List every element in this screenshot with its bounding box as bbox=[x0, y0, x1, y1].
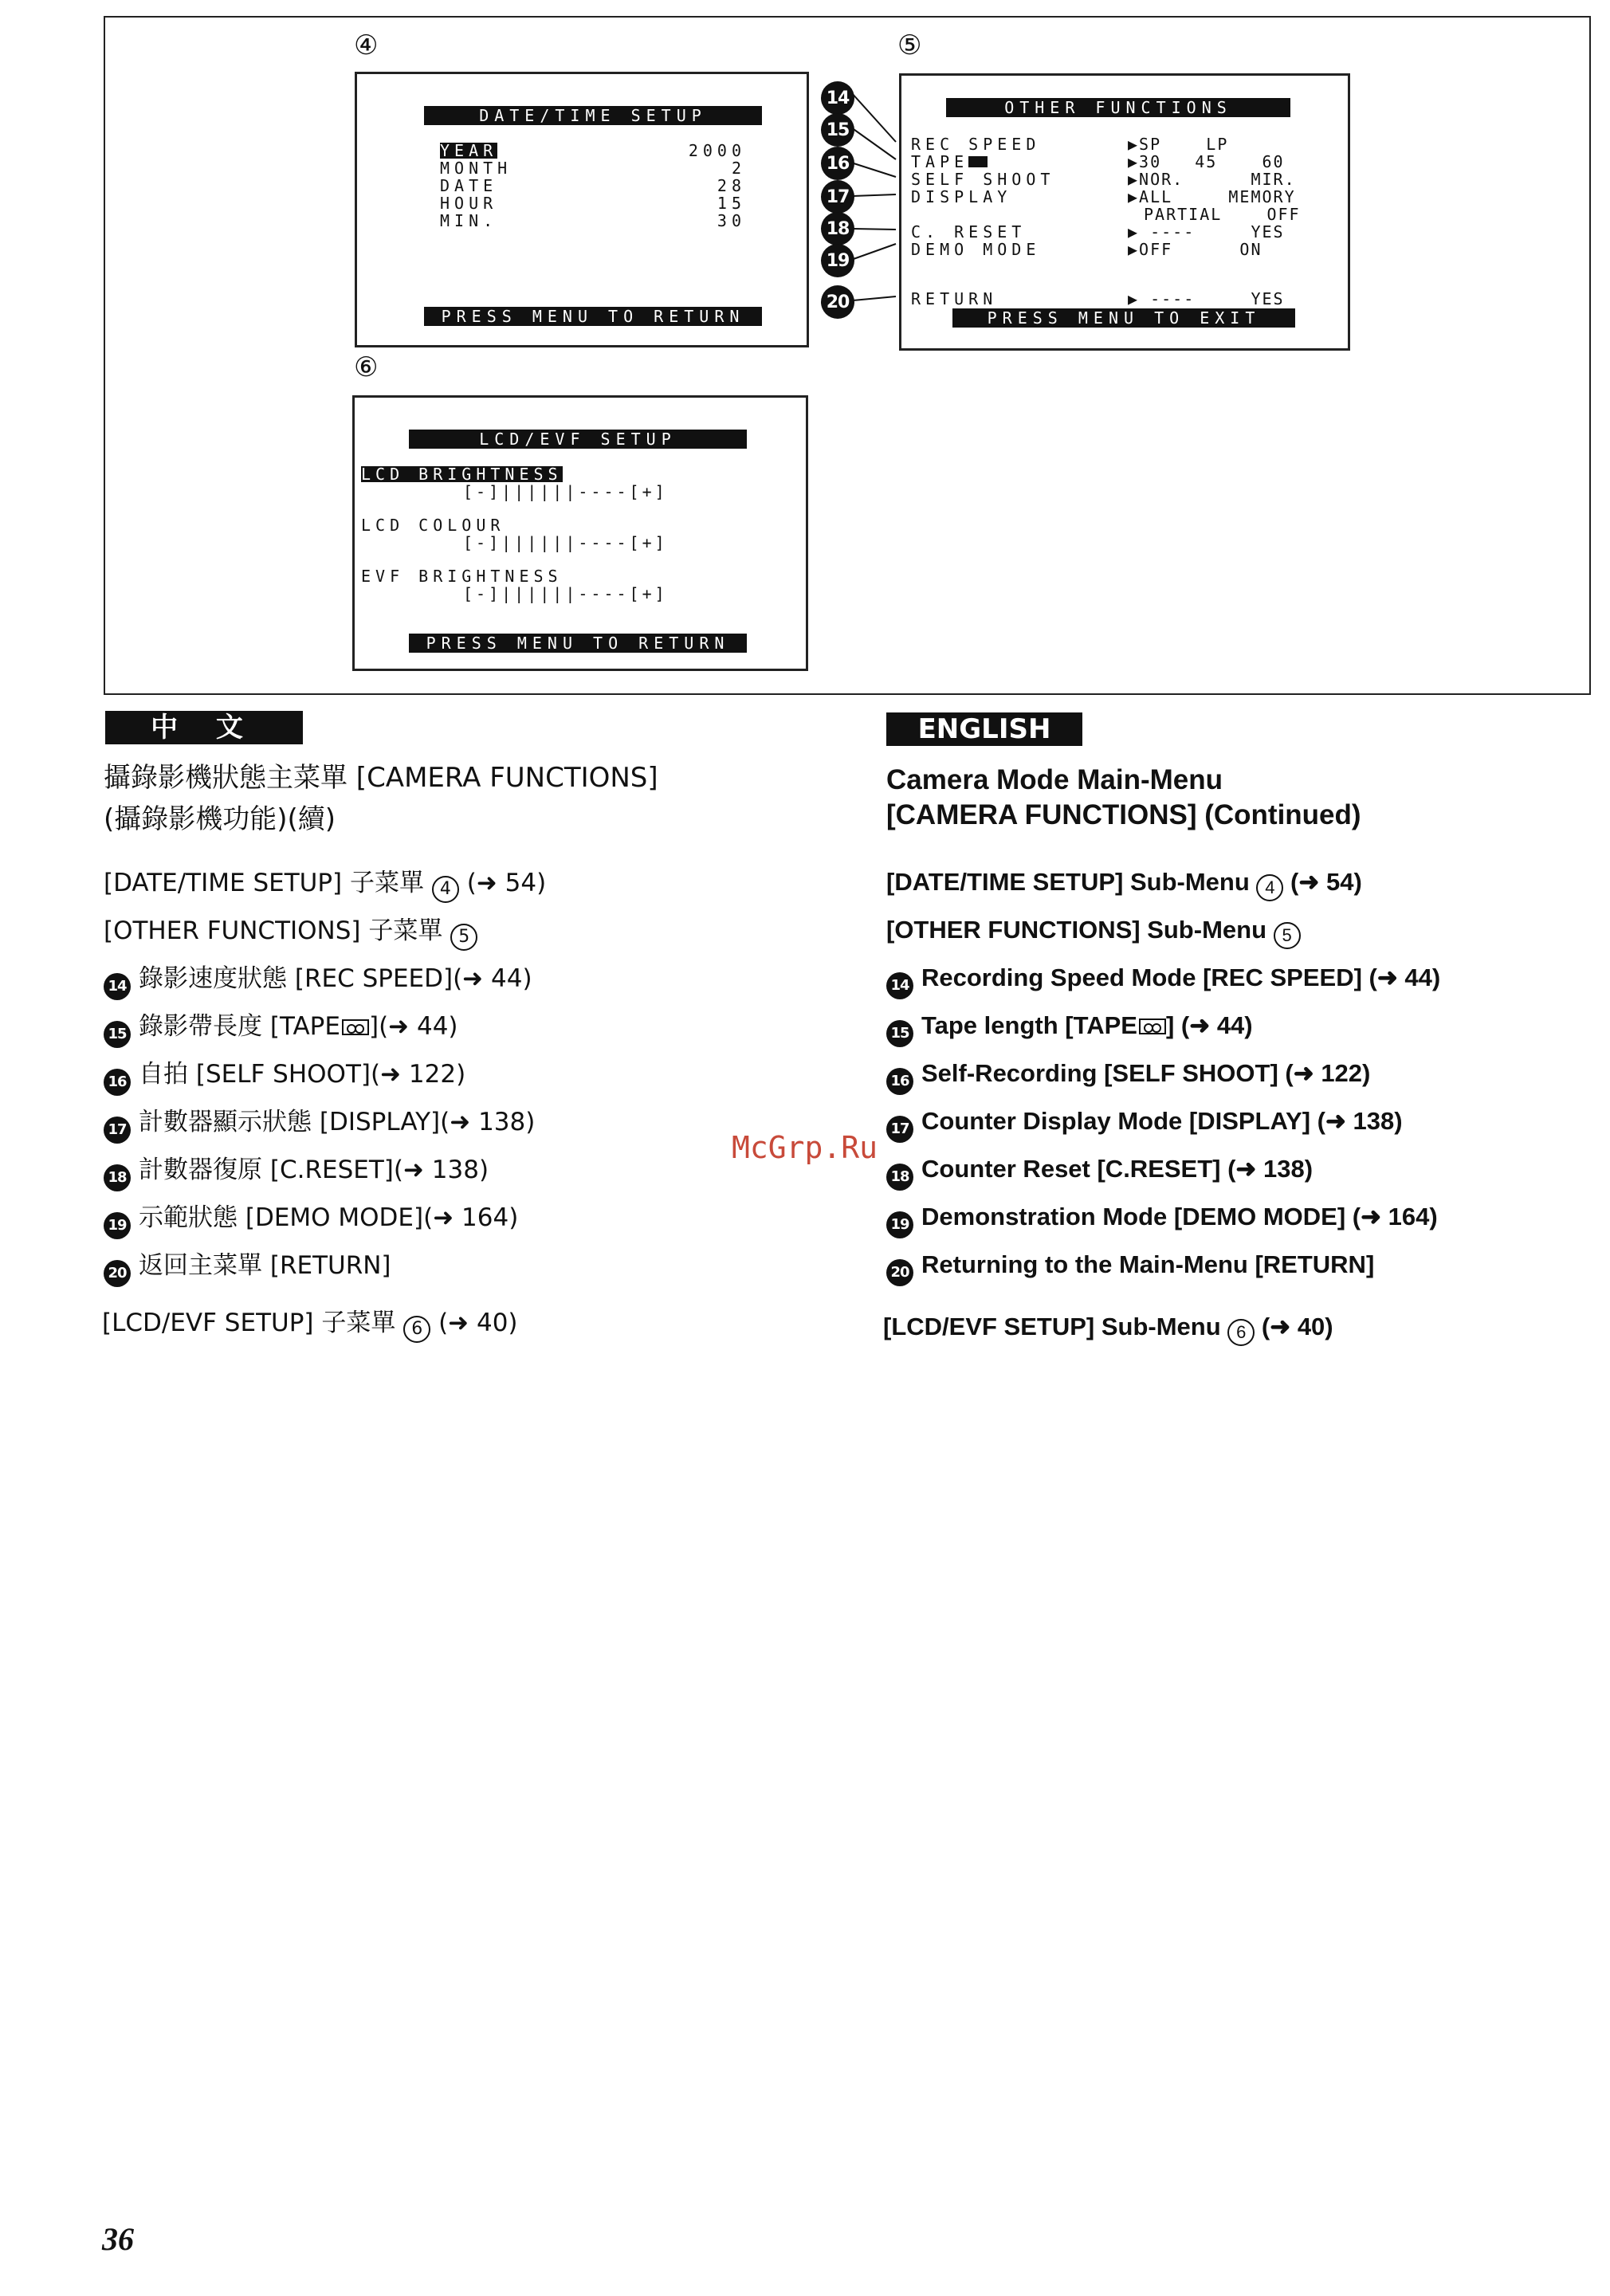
circled-number: 4 bbox=[1256, 874, 1283, 901]
english-tag: ENGLISH bbox=[886, 712, 1082, 746]
menu-row-value: ▶SP LP bbox=[1128, 135, 1229, 154]
tape-icon bbox=[968, 156, 988, 167]
item-text: Counter Display Mode [DISPLAY] (➜ 138) bbox=[921, 1107, 1403, 1135]
number-badge: 16 bbox=[886, 1068, 913, 1095]
number-badge: 18 bbox=[886, 1164, 913, 1191]
submenu-text: [LCD/EVF SETUP] Sub-Menu bbox=[883, 1313, 1221, 1340]
label-date-time: ④ bbox=[354, 29, 379, 61]
number-badge: 15 bbox=[886, 1020, 913, 1047]
callout-20: 20 bbox=[821, 285, 854, 319]
page-ref: (➜ 54) bbox=[466, 869, 547, 897]
chinese-item-16 bbox=[104, 1060, 465, 1096]
menu-row-label: SELF SHOOT bbox=[911, 170, 1055, 189]
menu-row-value: ▶NOR. MIR. bbox=[1128, 170, 1296, 189]
submenu-text: [DATE/TIME SETUP] Sub-Menu bbox=[886, 868, 1250, 896]
lcd-evf-screen bbox=[352, 395, 808, 671]
english-item-14 bbox=[886, 963, 1440, 999]
item-text: 自拍 [SELF SHOOT](➜ 122) bbox=[139, 1060, 466, 1089]
page-number: 36 bbox=[102, 2221, 134, 2257]
circled-number: 6 bbox=[403, 1316, 430, 1343]
number-badge: 20 bbox=[886, 1259, 913, 1286]
submenu-text: [OTHER FUNCTIONS] 子菜單 bbox=[104, 916, 443, 945]
menu-row-label: RETURN bbox=[911, 289, 998, 308]
menu-row-label: C. RESET bbox=[911, 222, 1027, 241]
menu-row-label: DISPLAY bbox=[911, 187, 1012, 206]
item-text: Self-Recording [SELF SHOOT] (➜ 122) bbox=[921, 1059, 1371, 1087]
circled-number: 4 bbox=[432, 876, 459, 903]
tape-icon bbox=[342, 1019, 369, 1035]
english-heading-line1: Camera Mode Main-Menu bbox=[886, 764, 1223, 795]
chinese-item-19 bbox=[104, 1203, 518, 1239]
menu-row-label: DATE bbox=[440, 176, 498, 195]
chinese-item-18 bbox=[104, 1156, 489, 1191]
circled-number: 5 bbox=[1274, 922, 1301, 949]
number-badge: 17 bbox=[886, 1116, 913, 1143]
chinese-heading-line1: 攝錄影機狀態主菜單 [CAMERA FUNCTIONS] bbox=[104, 762, 658, 794]
english-item-18 bbox=[886, 1154, 1313, 1191]
screen-footer: PRESS MENU TO EXIT bbox=[952, 308, 1295, 328]
menu-row-label: TAPE bbox=[911, 152, 969, 171]
chinese-item-15 bbox=[104, 1012, 458, 1048]
menu-row-value: ▶ ---- YES bbox=[1128, 289, 1285, 308]
callout-16: 16 bbox=[821, 147, 854, 180]
submenu-text: [DATE/TIME SETUP] 子菜單 bbox=[104, 869, 424, 897]
page-ref: (➜ 40) bbox=[1261, 1313, 1333, 1340]
menu-row-value: ▶ ---- YES bbox=[1128, 222, 1285, 241]
date-time-screen bbox=[355, 72, 809, 347]
english-item-17 bbox=[886, 1106, 1403, 1143]
item-text: 計數器顯示狀態 [DISPLAY](➜ 138) bbox=[139, 1108, 536, 1136]
label-other-functions: ⑤ bbox=[897, 29, 922, 61]
chinese-heading-line2: (攝錄影機功能)(續) bbox=[104, 803, 336, 835]
page-ref: (➜ 54) bbox=[1290, 868, 1362, 896]
english-submenu-other bbox=[886, 915, 1301, 949]
screen-footer: PRESS MENU TO RETURN bbox=[424, 307, 762, 326]
other-functions-screen bbox=[899, 73, 1350, 351]
screen-title: OTHER FUNCTIONS bbox=[946, 98, 1290, 117]
english-item-19 bbox=[886, 1202, 1438, 1238]
level-scale: [-]||||||----[+] bbox=[463, 584, 668, 603]
item-text: 返回主菜單 [RETURN] bbox=[139, 1251, 391, 1280]
english-heading-line2: [CAMERA FUNCTIONS] (Continued) bbox=[886, 799, 1361, 830]
item-text: 示範狀態 [DEMO MODE](➜ 164) bbox=[139, 1203, 519, 1232]
english-item-20 bbox=[886, 1250, 1374, 1286]
menu-row-value: ▶OFF ON bbox=[1128, 240, 1262, 259]
number-badge: 18 bbox=[104, 1164, 131, 1191]
menu-row-label: HOUR bbox=[440, 194, 498, 213]
english-submenu-date bbox=[886, 867, 1362, 901]
number-badge: 14 bbox=[886, 972, 913, 999]
menu-row-label: YEAR bbox=[440, 141, 498, 160]
callout-17: 17 bbox=[821, 180, 854, 214]
number-badge: 17 bbox=[104, 1117, 131, 1144]
item-text: Counter Reset [C.RESET] (➜ 138) bbox=[921, 1155, 1314, 1183]
menu-row-label: LCD BRIGHTNESS bbox=[361, 465, 563, 484]
english-item-16 bbox=[886, 1058, 1370, 1095]
item-text: ] (➜ 44) bbox=[1165, 1011, 1253, 1039]
number-badge: 14 bbox=[104, 973, 131, 1000]
circled-number: 5 bbox=[450, 924, 477, 951]
menu-row-value: 30 bbox=[717, 211, 746, 230]
callout-14: 14 bbox=[821, 81, 854, 115]
menu-row-label: REC SPEED bbox=[911, 135, 1041, 154]
menu-row-value: 2 bbox=[731, 159, 746, 178]
page-ref: (➜ 40) bbox=[438, 1309, 518, 1337]
number-badge: 20 bbox=[104, 1260, 131, 1287]
number-badge: 19 bbox=[886, 1211, 913, 1238]
menu-row-value: PARTIAL OFF bbox=[1144, 205, 1301, 224]
item-text: 計數器復原 [C.RESET](➜ 138) bbox=[139, 1156, 489, 1184]
chinese-tag: 中 文 bbox=[105, 711, 303, 744]
chinese-item-17 bbox=[104, 1108, 535, 1144]
circled-number: 6 bbox=[1227, 1319, 1255, 1346]
item-text: ](➜ 44) bbox=[368, 1012, 458, 1041]
chinese-item-14 bbox=[104, 964, 532, 1000]
menu-row-value: 15 bbox=[717, 194, 746, 213]
chinese-item-20 bbox=[104, 1251, 391, 1287]
item-text: Tape length [TAPE bbox=[921, 1011, 1137, 1039]
screen-title: DATE/TIME SETUP bbox=[424, 106, 762, 125]
menu-row-label: EVF BRIGHTNESS bbox=[361, 567, 563, 586]
chinese-submenu-lcd bbox=[102, 1309, 518, 1343]
callout-19: 19 bbox=[821, 244, 854, 277]
number-badge: 19 bbox=[104, 1212, 131, 1239]
english-submenu-lcd bbox=[883, 1312, 1333, 1346]
chinese-submenu-other bbox=[104, 916, 477, 951]
menu-row-label: MONTH bbox=[440, 159, 512, 178]
menu-row-label: MIN. bbox=[440, 211, 498, 230]
label-lcd-evf: ⑥ bbox=[354, 351, 379, 383]
submenu-text: [OTHER FUNCTIONS] Sub-Menu bbox=[886, 916, 1267, 944]
item-text: 錄影帶長度 [TAPE bbox=[139, 1012, 340, 1041]
watermark: McGrp.Ru bbox=[732, 1130, 878, 1165]
item-text: Returning to the Main-Menu [RETURN] bbox=[921, 1250, 1375, 1278]
level-scale: [-]||||||----[+] bbox=[463, 533, 668, 552]
english-item-15 bbox=[886, 1011, 1253, 1047]
menu-row-label: LCD COLOUR bbox=[361, 516, 505, 535]
tape-icon bbox=[1139, 1018, 1166, 1034]
menu-row-value: 2000 bbox=[688, 141, 746, 160]
menu-row-value: ▶ALL MEMORY bbox=[1128, 187, 1296, 206]
screen-footer: PRESS MENU TO RETURN bbox=[409, 634, 747, 653]
menu-row-value: 28 bbox=[717, 176, 746, 195]
callout-15: 15 bbox=[821, 113, 854, 147]
chinese-submenu-date bbox=[104, 869, 546, 903]
submenu-text: [LCD/EVF SETUP] 子菜單 bbox=[102, 1309, 396, 1337]
number-badge: 15 bbox=[104, 1021, 131, 1048]
screen-title: LCD/EVF SETUP bbox=[409, 430, 747, 449]
menu-row-value: ▶30 45 60 bbox=[1128, 152, 1285, 171]
level-scale: [-]||||||----[+] bbox=[463, 482, 668, 501]
menu-row-label: DEMO MODE bbox=[911, 240, 1041, 259]
item-text: Recording Speed Mode [REC SPEED] (➜ 44) bbox=[921, 964, 1441, 991]
item-text: 錄影速度狀態 [REC SPEED](➜ 44) bbox=[139, 964, 532, 993]
callout-18: 18 bbox=[821, 212, 854, 245]
number-badge: 16 bbox=[104, 1069, 131, 1096]
item-text: Demonstration Mode [DEMO MODE] (➜ 164) bbox=[921, 1203, 1438, 1230]
